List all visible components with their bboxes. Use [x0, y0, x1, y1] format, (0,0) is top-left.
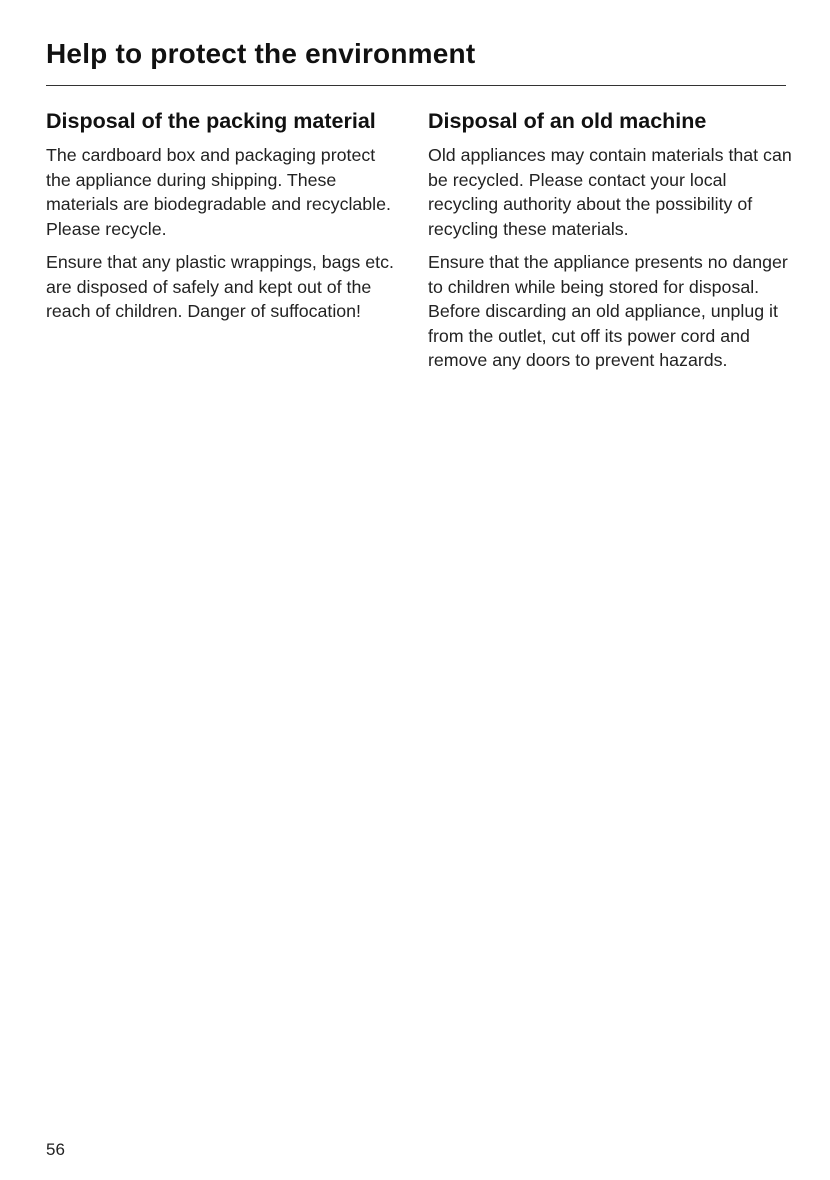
packing-paragraph: The cardboard box and packaging protect the appliance during shipping. These materials are biodegradable and recyclable. Please recycle.: [46, 145, 391, 239]
packing-disposal-heading: Disposal of the packing material: [46, 109, 376, 133]
recycling-paragraph: Old appliances may contain materials that can be recycled. Please contact your local recycling authority about the possibility of recycling these materials.: [428, 145, 792, 239]
old-machine-disposal-heading: Disposal of an old machine: [428, 109, 707, 133]
packing-disposal-section: [46, 107, 396, 333]
plastic-warning-paragraph: Ensure that any plastic wrappings, bags etc. are disposed of safely and kept out of the reach of children. Danger of suffocation!: [46, 252, 394, 321]
old-machine-disposal-section: [428, 107, 793, 382]
page-title: Help to protect the environment: [46, 38, 476, 69]
child-safety-paragraph: Ensure that the appliance presents no danger to children while being stored for disposal. Before discarding an old appliance, unplug it from the outlet, cut off its power cord and remove any doors to prevent hazards.: [428, 252, 788, 370]
page-number: 56: [46, 1140, 65, 1159]
title-divider: [46, 85, 786, 86]
